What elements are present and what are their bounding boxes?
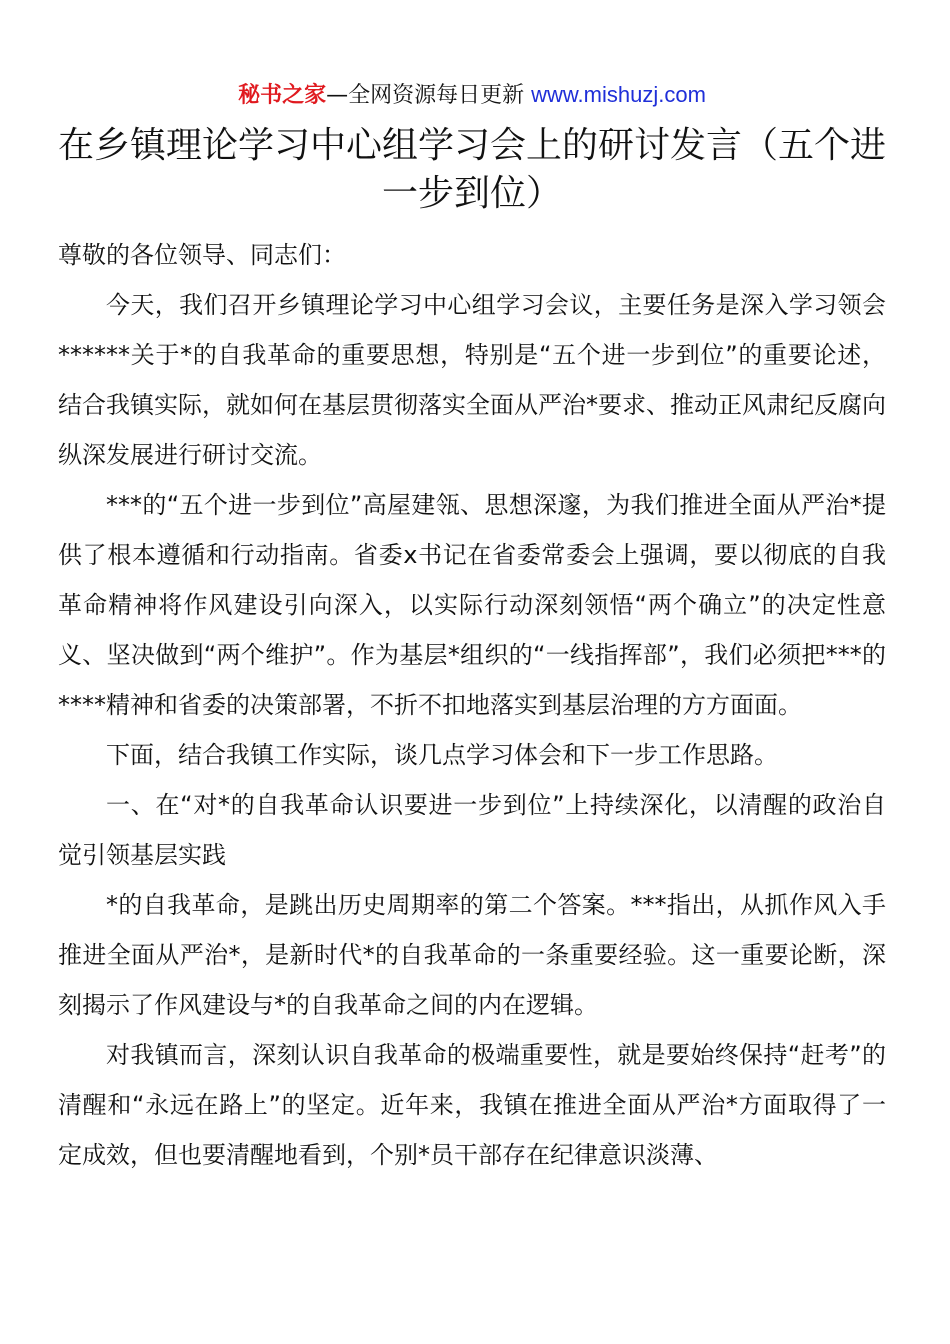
title-line-1: 在乡镇理论学习中心组学习会上的研讨发言（五个进 <box>58 125 887 166</box>
section-1-heading: 一、在“对*的自我革命认识要进一步到位”上持续深化，以清醒的政治自觉引领基层实践 <box>58 791 886 869</box>
paragraph-intro: 今天，我们召开乡镇理论学习中心组学习会议，主要任务是深入学习领会******关于*的自我革命的重要思想，特别是“五个进一步到位”的重要论述，结合我镇实际，就如何在基层贯彻落实全面从严治*要求、推动正风肃纪反腐向纵深发展进行研讨交流。 <box>58 291 886 469</box>
brand-name: 秘书之家 <box>238 83 327 108</box>
salutation: 尊敬的各位领导、同志们： <box>58 241 346 269</box>
site-url[interactable]: www.mishuzj.com <box>531 82 706 107</box>
section-1-paragraph-1: *的自我革命，是跳出历史周期率的第二个答案。***指出，从抓作风入手推进全面从严治*，是新时代*的自我革命的一条重要经验。这一重要论断，深刻揭示了作风建设与*的自我革命之间的内在逻辑。 <box>58 891 886 1019</box>
paragraph-outline: 下面，结合我镇工作实际，谈几点学习体会和下一步工作思路。 <box>106 741 778 769</box>
document-title <box>58 122 886 218</box>
title-line-2: 一步到位） <box>381 173 562 214</box>
header-tagline: —全网资源每日更新 <box>326 83 532 108</box>
paragraph-guidance: ***的“五个进一步到位”高屋建瓴、思想深邃，为我们推进全面从严治*提供了根本遵循和行动指南。省委x书记在省委常委会上强调，要以彻底的自我革命精神将作风建设引向深入，以实际行动深刻领悟“两个确立”的决定性意义、坚决做到“两个维护”。作为基层*组织的“一线指挥部”，我们必须把***的****精神和省委的决策部署，不折不扣地落实到基层治理的方方面面。 <box>58 491 886 719</box>
site-header <box>58 78 886 112</box>
section-1-paragraph-2: 对我镇而言，深刻认识自我革命的极端重要性，就是要始终保持“赶考”的清醒和“永远在路上”的坚定。近年来，我镇在推进全面从严治*方面取得了一定成效，但也要清醒地看到，个别*员干部存在纪律意识淡薄、 <box>58 1041 886 1169</box>
